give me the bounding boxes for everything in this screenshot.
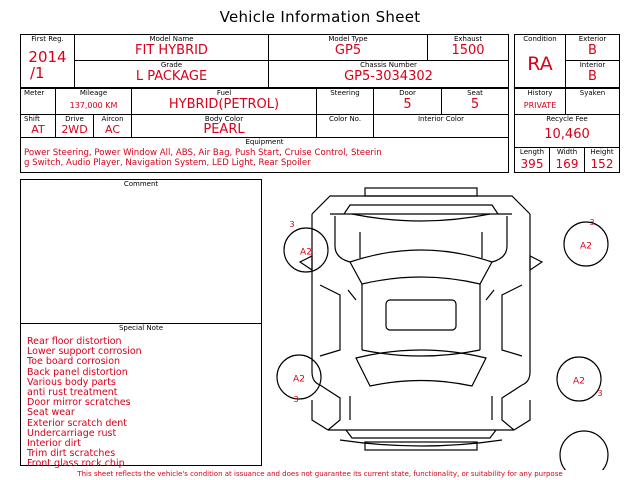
height-label: Height	[590, 148, 614, 156]
mileage-cell	[55, 88, 132, 115]
disclaimer-footer: This sheet reflects the vehicle's condition at issuance and does not guarantee its current state, functionality, or suitability for any purpose	[77, 470, 563, 478]
length-value: 395	[520, 157, 544, 171]
history-value: PRIVATE	[523, 101, 557, 110]
first-reg-label: First Reg.	[31, 35, 64, 43]
grade-cell	[74, 60, 269, 88]
door-value: 5	[403, 97, 412, 112]
condition-label: Condition	[523, 35, 557, 43]
exhaust-value: 1500	[451, 43, 485, 58]
sheet-title: Vehicle Information Sheet	[219, 8, 421, 26]
seat-value: 5	[470, 97, 480, 112]
color-no-cell	[316, 114, 374, 138]
drive-cell	[55, 114, 94, 138]
steering-cell	[316, 88, 374, 115]
history-cell	[514, 88, 566, 115]
height-cell	[584, 147, 620, 173]
special-note-item: Trim dirt scratches	[27, 448, 116, 460]
chassis-label: Chassis Number	[360, 61, 417, 69]
recycle-fee-cell	[514, 114, 620, 148]
model-name-label: Model Name	[149, 35, 194, 43]
special-note-list	[27, 337, 142, 470]
aircon-label: Aircon	[101, 115, 124, 123]
chassis-value: GP5-3034302	[344, 69, 433, 84]
model-type-label: Model Type	[328, 35, 368, 43]
length-label: Length	[519, 148, 545, 156]
vehicle-damage-diagram	[262, 176, 640, 470]
grade-value: L PACKAGE	[135, 69, 208, 84]
syaken-cell	[565, 88, 620, 115]
comment-box	[20, 179, 262, 324]
mileage-label: Mileage	[79, 89, 108, 97]
exhaust-label: Exhaust	[453, 35, 483, 43]
door-cell	[373, 88, 442, 115]
recycle-fee-label: Recycle Fee	[546, 115, 588, 123]
model-type-cell	[268, 34, 428, 61]
equipment-line-2: g Switch, Audio Player, Navigation System, LED Light, Rear Spoiler	[24, 158, 311, 168]
body-color-cell	[131, 114, 317, 138]
mark-front-right: 3	[589, 218, 595, 227]
shift-label: Shift	[24, 115, 40, 123]
steering-label: Steering	[330, 89, 360, 97]
special-note-item: Back panel distortion	[27, 366, 128, 378]
special-note-item: Door mirror scratches	[27, 397, 131, 409]
tire-rr-grade: A2	[573, 376, 585, 387]
comment-label: Comment	[123, 180, 159, 188]
mark-front-left: 3	[289, 220, 295, 229]
seat-label: Seat	[467, 89, 483, 97]
model-name-cell	[74, 34, 269, 61]
special-note-item: Undercarriage rust	[27, 427, 117, 439]
width-cell	[549, 147, 585, 173]
tire-fr-grade: A2	[580, 241, 592, 252]
exhaust-cell	[427, 34, 509, 61]
tire-rl-grade: A2	[293, 374, 305, 385]
color-no-label: Color No.	[328, 115, 362, 123]
first-reg-cell	[20, 34, 75, 88]
interior-color-label: Interior Color	[417, 115, 465, 123]
equipment-line-1: Power Steering, Power Window All, ABS, Air Bag, Push Start, Cruise Control, Steerin	[24, 148, 382, 158]
condition-cell	[514, 34, 566, 88]
spare-tire	[560, 431, 608, 470]
fuel-value: HYBRID(PETROL)	[168, 97, 280, 112]
special-note-item: Seat wear	[27, 407, 75, 419]
first-reg-year: 2014	[28, 48, 67, 66]
special-note-item: Interior dirt	[27, 438, 81, 450]
shift-value: AT	[31, 123, 45, 136]
meter-label: Meter	[24, 89, 45, 97]
drive-value: 2WD	[61, 123, 88, 136]
tire-fl-grade: A2	[300, 247, 312, 258]
meter-cell	[20, 88, 56, 115]
special-note-item: Lower support corrosion	[27, 346, 142, 358]
special-note-item: Toe board corrosion	[27, 356, 121, 368]
mark-rear-left: 3	[293, 395, 299, 404]
fuel-label: Fuel	[216, 89, 232, 97]
special-note-item: anti rust treatment	[27, 387, 118, 399]
special-note-item: Exterior scratch dent	[27, 417, 127, 429]
model-name-value: FIT HYBRID	[135, 43, 208, 58]
interior-color-cell	[373, 114, 509, 138]
fuel-cell	[131, 88, 317, 115]
mileage-value: 137,000 KM	[69, 101, 118, 110]
height-value: 152	[590, 157, 614, 171]
special-note-item: Rear floor distortion	[27, 336, 122, 347]
interior-label: Interior	[579, 61, 606, 69]
syaken-label: Syaken	[579, 89, 606, 97]
equipment-label: Equipment	[245, 138, 284, 146]
shift-cell	[20, 114, 56, 138]
length-cell	[514, 147, 550, 173]
equipment-cell	[20, 137, 509, 173]
history-label: History	[527, 89, 553, 97]
seat-cell	[441, 88, 509, 115]
special-note-item: Various body parts	[27, 376, 116, 388]
special-note-box	[20, 323, 262, 470]
body-color-label: Body Color	[204, 115, 244, 123]
exterior-value: B	[588, 43, 597, 58]
body-color-value: PEARL	[203, 122, 245, 137]
grade-label: Grade	[160, 61, 183, 69]
drive-label: Drive	[65, 115, 84, 123]
special-note-label: Special Note	[118, 324, 164, 332]
exterior-cell	[565, 34, 620, 61]
interior-value: B	[588, 69, 597, 84]
condition-value: RA	[527, 53, 553, 75]
width-value: 169	[555, 157, 579, 171]
model-type-value: GP5	[334, 43, 362, 58]
special-note-item: Front glass rock chip	[27, 458, 125, 470]
recycle-fee-value: 10,460	[544, 127, 590, 142]
interior-cell	[565, 60, 620, 88]
width-label: Width	[556, 148, 578, 156]
chassis-cell	[268, 60, 509, 88]
first-reg-month: /1	[30, 64, 45, 82]
mark-rear-right: 3	[597, 389, 603, 398]
aircon-cell	[93, 114, 132, 138]
aircon-value: AC	[104, 123, 120, 136]
exterior-label: Exterior	[578, 35, 607, 43]
car-body-outline	[300, 188, 542, 450]
door-label: Door	[399, 89, 416, 97]
damage-marks	[289, 218, 602, 404]
